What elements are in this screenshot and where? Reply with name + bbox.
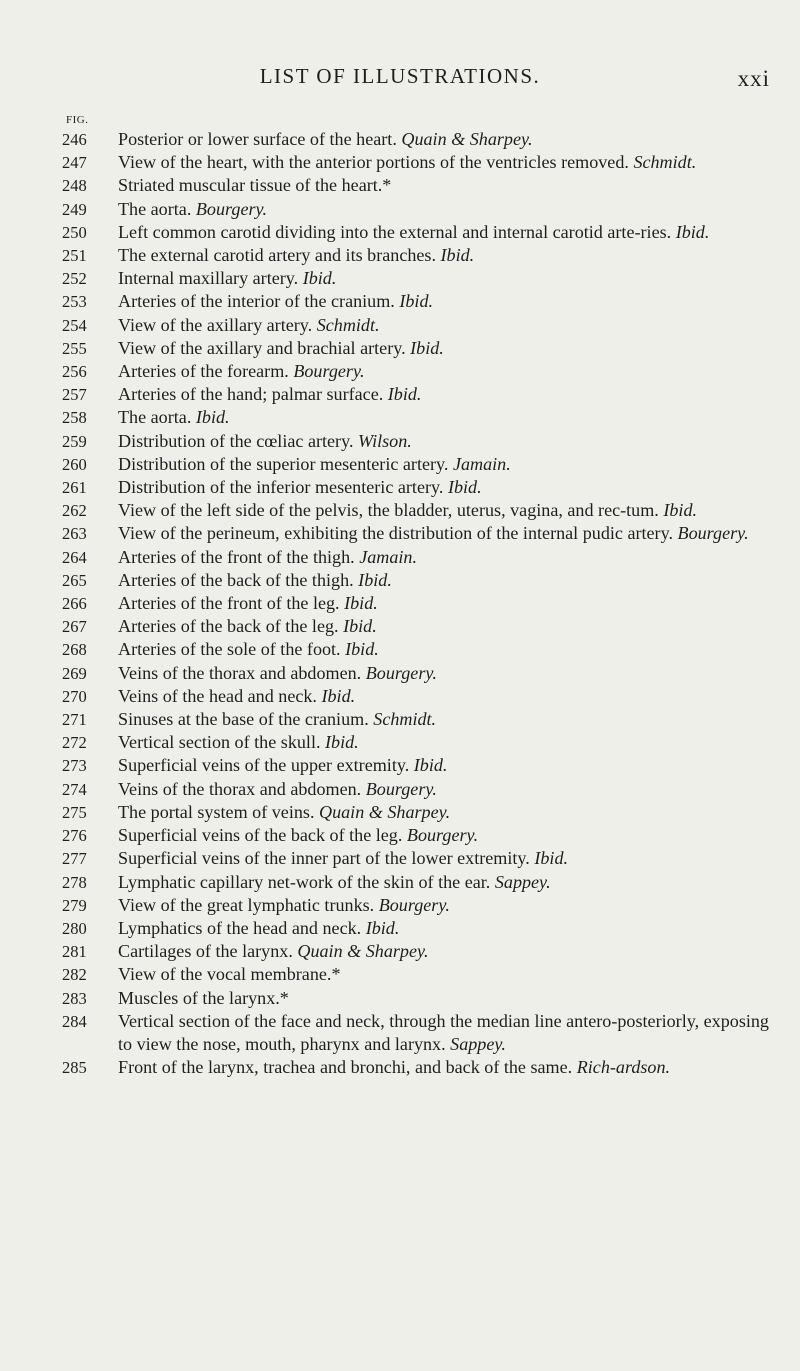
figure-description [118, 662, 784, 685]
description-text: View of the axillary artery. [118, 314, 317, 335]
figure-number: 260 [62, 454, 87, 474]
figure-number: 250 [62, 222, 87, 242]
figure-description [118, 638, 784, 661]
source-credit: Schmidt. [373, 709, 437, 730]
source-credit: Ibid. [358, 569, 392, 590]
figure-number: 261 [62, 478, 87, 498]
source-credit: Bourgery. [406, 825, 479, 846]
source-credit: Ibid. [663, 500, 698, 521]
figure-number: 274 [62, 779, 87, 799]
list-item [62, 685, 784, 708]
figure-number: 258 [62, 408, 87, 428]
source-credit: Ibid. [325, 732, 359, 753]
source-credit: Ibid. [440, 245, 475, 266]
figure-description [118, 290, 784, 313]
description-text: Arteries of the interior of the cranium. [118, 291, 400, 312]
figure-description [118, 987, 784, 1010]
figure-description [118, 1056, 784, 1079]
source-credit: Bourgery. [365, 778, 437, 799]
list-item [62, 1056, 784, 1079]
list-item [62, 847, 784, 870]
description-text: Left common carotid dividing into the external and internal carotid arte-ries. [118, 221, 676, 242]
figure-number: 268 [62, 640, 87, 660]
source-credit: Sappey. [494, 871, 551, 892]
list-item [62, 128, 784, 151]
illustration-list [62, 128, 784, 1079]
description-text: Arteries of the sole of the foot. [118, 639, 346, 660]
description-text: Distribution of the inferior mesenteric artery. [118, 477, 448, 498]
description-text: Superficial veins of the back of the leg. [118, 825, 407, 846]
figure-description [118, 1010, 784, 1056]
figure-number: 264 [62, 547, 87, 567]
list-item [62, 987, 784, 1010]
source-credit: Schmidt. [316, 314, 380, 335]
list-item [62, 522, 784, 545]
figure-number: 281 [62, 942, 87, 962]
figure-number: 282 [62, 965, 87, 985]
list-item [62, 569, 784, 592]
figure-number: 247 [62, 153, 87, 173]
list-item [62, 615, 784, 638]
source-credit: Ibid. [413, 755, 448, 776]
figure-description [118, 778, 784, 801]
figure-description [118, 592, 784, 615]
figure-description [118, 383, 784, 406]
fig-column-label: FIG. [66, 114, 89, 126]
figure-description [118, 615, 784, 638]
description-text: The aorta. [118, 198, 196, 219]
list-item [62, 731, 784, 754]
source-credit: Wilson. [358, 430, 412, 451]
figure-description [118, 453, 784, 476]
figure-description [118, 871, 784, 894]
list-item [62, 963, 784, 986]
figure-description [118, 685, 784, 708]
figure-number: 284 [62, 1011, 87, 1031]
source-credit: Bourgery. [365, 662, 437, 683]
figure-description [118, 128, 784, 151]
figure-description [118, 499, 784, 522]
description-text: View of the heart, with the anterior portions of the ventricles removed. [118, 152, 634, 173]
figure-description [118, 569, 784, 592]
source-credit: Bourgery. [677, 523, 749, 544]
source-credit: Ibid. [675, 221, 710, 242]
figure-description [118, 221, 784, 244]
figure-description [118, 894, 784, 917]
list-item [62, 778, 784, 801]
list-item [62, 1010, 784, 1056]
description-text: Muscles of the larynx.* [118, 987, 289, 1008]
figure-number: 277 [62, 849, 87, 869]
figure-number: 272 [62, 733, 87, 753]
description-text: View of the left side of the pelvis, the bladder, uterus, vagina, and rec-tum. [118, 500, 664, 521]
figure-number: 262 [62, 501, 87, 521]
description-text: Lymphatic capillary net-work of the skin of the ear. [118, 871, 495, 892]
source-credit: Quain & Sharpey. [297, 941, 429, 962]
description-text: Arteries of the back of the leg. [118, 616, 344, 637]
figure-number: 246 [62, 130, 87, 149]
list-item [62, 453, 784, 476]
figure-description [118, 337, 784, 360]
source-credit: Ibid. [302, 268, 337, 289]
figure-description [118, 267, 784, 290]
figure-description [118, 151, 784, 174]
description-text: Distribution of the superior mesenteric artery. [118, 453, 453, 474]
description-text: Lymphatics of the head and neck. [118, 917, 366, 938]
list-item [62, 430, 784, 453]
figure-description [118, 174, 784, 197]
description-text: Veins of the head and neck. [118, 685, 322, 706]
figure-description [118, 430, 784, 453]
source-credit: Jamain. [452, 453, 511, 474]
list-item [62, 383, 784, 406]
description-text: View of the vocal membrane.* [118, 964, 341, 985]
source-credit: Sappey. [450, 1033, 506, 1054]
description-text: Arteries of the hand; palmar surface. [118, 384, 388, 405]
list-item [62, 871, 784, 894]
figure-description [118, 522, 784, 545]
list-item [62, 638, 784, 661]
figure-description [118, 731, 784, 754]
figure-number: 270 [62, 686, 87, 706]
list-item [62, 337, 784, 360]
description-text: Arteries of the front of the thigh. [118, 546, 360, 567]
source-credit: Ibid. [343, 616, 377, 637]
figure-number: 267 [62, 617, 87, 637]
list-item [62, 546, 784, 569]
list-item [62, 708, 784, 731]
description-text: Veins of the thorax and abdomen. [118, 662, 366, 683]
description-text: Superficial veins of the inner part of the lower extremity. [118, 848, 535, 869]
figure-number: 249 [62, 199, 87, 219]
figure-description [118, 917, 784, 940]
figure-number: 263 [62, 524, 87, 544]
source-credit: Ibid. [534, 848, 569, 869]
description-text: Arteries of the forearm. [118, 361, 294, 382]
description-text: Striated muscular tissue of the heart.* [118, 175, 392, 196]
description-text: Vertical section of the face and neck, through the median line antero-posteriorly, exposing to view the nose, mouth, pharynx and larynx. [118, 1010, 769, 1054]
description-text: The portal system of veins. [118, 801, 320, 822]
description-text: View of the perineum, exhibiting the distribution of the internal pudic artery. [118, 523, 678, 544]
figure-description [118, 360, 784, 383]
figure-description [118, 314, 784, 337]
description-text: Arteries of the front of the leg. [118, 593, 345, 614]
figure-description [118, 708, 784, 731]
source-credit: Rich-ardson. [576, 1057, 671, 1078]
figure-number: 271 [62, 710, 87, 730]
figure-number: 255 [62, 338, 87, 358]
figure-number: 251 [62, 246, 87, 266]
figure-number: 248 [62, 176, 87, 196]
list-item [62, 406, 784, 429]
source-credit: Ibid. [399, 291, 434, 312]
list-item [62, 754, 784, 777]
source-credit: Quain & Sharpey. [401, 129, 533, 149]
figure-number: 257 [62, 385, 87, 405]
source-credit: Ibid. [344, 593, 378, 614]
description-text: Veins of the thorax and abdomen. [118, 778, 366, 799]
figure-description [118, 824, 784, 847]
list-item [62, 198, 784, 221]
description-text: The aorta. [118, 407, 196, 428]
figure-description [118, 546, 784, 569]
list-item [62, 499, 784, 522]
figure-number: 266 [62, 594, 87, 614]
figure-number: 253 [62, 292, 87, 312]
list-item [62, 917, 784, 940]
figure-description [118, 754, 784, 777]
description-text: View of the great lymphatic trunks. [118, 894, 379, 915]
list-item [62, 801, 784, 824]
description-text: Arteries of the back of the thigh. [118, 569, 359, 590]
list-item [62, 360, 784, 383]
figure-number: 283 [62, 988, 87, 1008]
list-item [62, 244, 784, 267]
source-credit: Bourgery. [293, 361, 365, 382]
figure-description [118, 940, 784, 963]
list-item [62, 174, 784, 197]
list-item [62, 476, 784, 499]
description-text: Sinuses at the base of the cranium. [118, 709, 374, 730]
description-text: Distribution of the cœliac artery. [118, 430, 358, 451]
source-credit: Schmidt. [633, 152, 697, 173]
source-credit: Jamain. [359, 546, 417, 567]
source-credit: Ibid. [365, 917, 400, 938]
figure-description [118, 847, 784, 870]
list-item [62, 662, 784, 685]
list-item [62, 267, 784, 290]
source-credit: Ibid. [195, 407, 230, 428]
figure-number: 280 [62, 918, 87, 938]
source-credit: Ibid. [410, 337, 444, 358]
running-title: LIST OF ILLUSTRATIONS. [259, 64, 541, 88]
source-credit: Ibid. [387, 384, 422, 405]
figure-number: 285 [62, 1058, 87, 1078]
source-credit: Ibid. [321, 685, 356, 706]
figure-number: 269 [62, 663, 87, 683]
list-item [62, 824, 784, 847]
description-text: Front of the larynx, trachea and bronchi, and back of the same. [118, 1057, 577, 1078]
source-credit: Quain & Sharpey. [319, 801, 451, 822]
source-credit: Bourgery. [378, 894, 450, 915]
description-text: Cartilages of the larynx. [118, 941, 298, 962]
figure-number: 259 [62, 431, 87, 451]
description-text: Vertical section of the skull. [118, 732, 326, 753]
figure-number: 276 [62, 826, 87, 846]
figure-number: 273 [62, 756, 87, 776]
figure-description [118, 406, 784, 429]
figure-number: 265 [62, 570, 87, 590]
description-text: Superficial veins of the upper extremity. [118, 755, 414, 776]
figure-number: 275 [62, 802, 87, 822]
list-item [62, 290, 784, 313]
figure-number: 279 [62, 895, 87, 915]
list-item [62, 221, 784, 244]
source-credit: Bourgery. [195, 198, 268, 219]
source-credit: Ibid. [447, 477, 482, 498]
list-item [62, 151, 784, 174]
list-item [62, 894, 784, 917]
source-credit: Ibid. [345, 639, 379, 660]
figure-number: 254 [62, 315, 87, 335]
figure-description [118, 244, 784, 267]
description-text: View of the axillary and brachial artery. [118, 337, 411, 358]
figure-description [118, 963, 784, 986]
figure-description [118, 198, 784, 221]
list-item [62, 314, 784, 337]
figure-number: 278 [62, 872, 87, 892]
page-header [0, 64, 800, 94]
description-text: The external carotid artery and its branches. [118, 245, 441, 266]
figure-description [118, 801, 784, 824]
figure-number: 252 [62, 269, 87, 289]
description-text: Internal maxillary artery. [118, 268, 303, 289]
page-number: xxi [737, 66, 770, 91]
figure-number: 256 [62, 362, 87, 382]
list-item [62, 592, 784, 615]
description-text: Posterior or lower surface of the heart. [118, 129, 402, 149]
list-item [62, 940, 784, 963]
figure-description [118, 476, 784, 499]
